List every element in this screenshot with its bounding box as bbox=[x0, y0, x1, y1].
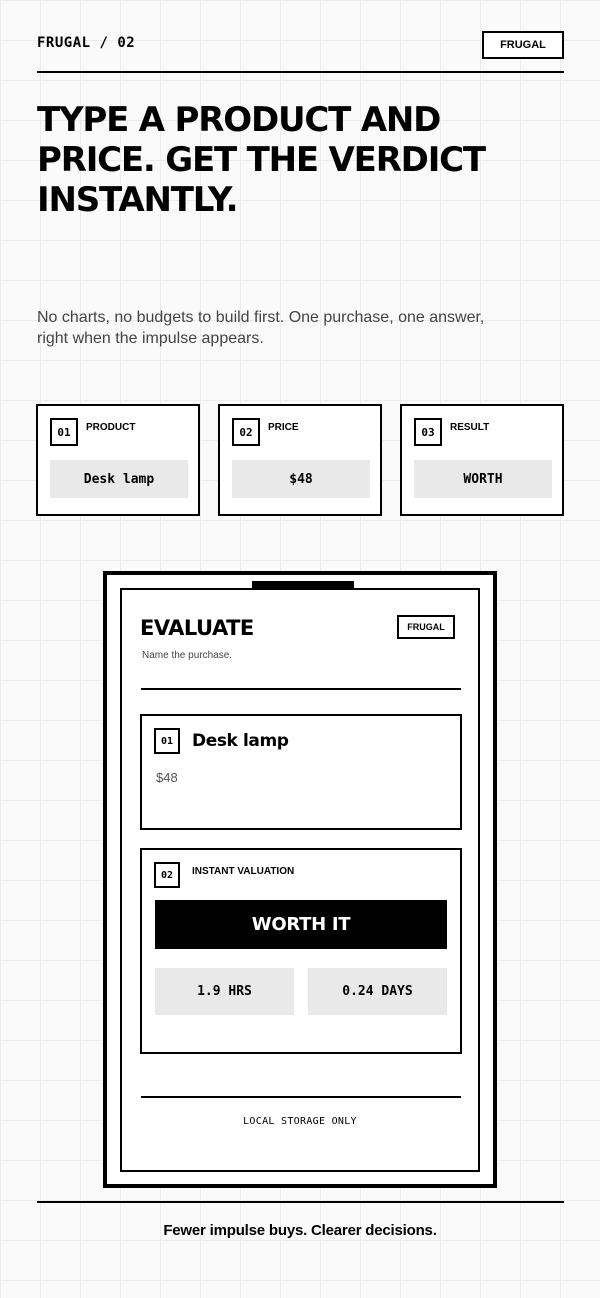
panel-number: 01 bbox=[154, 728, 180, 754]
footer-tagline: Fewer impulse buys. Clearer decisions. bbox=[163, 1222, 437, 1239]
product-price: $48 bbox=[156, 770, 178, 785]
frugal-badge-button[interactable]: FRUGAL bbox=[397, 615, 455, 639]
step-value: Desk lamp bbox=[50, 460, 188, 498]
evaluate-subtitle: Name the purchase. bbox=[142, 650, 233, 661]
hero-headline: TYPE A PRODUCT AND PRICE. GET THE VERDICT INSTANTLY. bbox=[37, 100, 485, 220]
step-card-price bbox=[218, 404, 382, 516]
product-name: Desk lamp bbox=[192, 731, 289, 751]
step-value: WORTH bbox=[414, 460, 552, 498]
storage-note: LOCAL STORAGE ONLY bbox=[243, 1116, 357, 1127]
page-footer-divider bbox=[37, 1201, 564, 1203]
device-mockup bbox=[103, 571, 497, 1188]
brand-wordmark: FRUGAL / 02 bbox=[37, 35, 136, 51]
step-number: 01 bbox=[50, 418, 78, 446]
step-label: PRODUCT bbox=[86, 422, 136, 433]
step-value: $48 bbox=[232, 460, 370, 498]
valuation-panel bbox=[140, 848, 462, 1054]
step-number: 03 bbox=[414, 418, 442, 446]
step-number: 02 bbox=[232, 418, 260, 446]
step-card-result bbox=[400, 404, 564, 516]
hours-metric: 1.9 HRS bbox=[155, 968, 294, 1015]
evaluate-title: EVALUATE bbox=[140, 616, 254, 640]
device-screen bbox=[120, 588, 480, 1172]
verdict-banner: WORTH IT bbox=[155, 900, 447, 949]
header-divider bbox=[37, 71, 564, 73]
step-label: PRICE bbox=[268, 422, 299, 433]
days-metric: 0.24 DAYS bbox=[308, 968, 447, 1015]
panel-number: 02 bbox=[154, 862, 180, 888]
step-card-product bbox=[36, 404, 200, 516]
step-label: RESULT bbox=[450, 422, 490, 433]
evaluate-divider bbox=[141, 688, 461, 690]
hero-subtext: No charts, no budgets to build first. One purchase, one answer, right when the impulse appears. bbox=[37, 309, 485, 347]
product-panel[interactable] bbox=[140, 714, 462, 830]
footer-divider bbox=[141, 1096, 461, 1098]
valuation-label: INSTANT VALUATION bbox=[192, 866, 295, 877]
frugal-header-button[interactable]: FRUGAL bbox=[482, 31, 564, 59]
